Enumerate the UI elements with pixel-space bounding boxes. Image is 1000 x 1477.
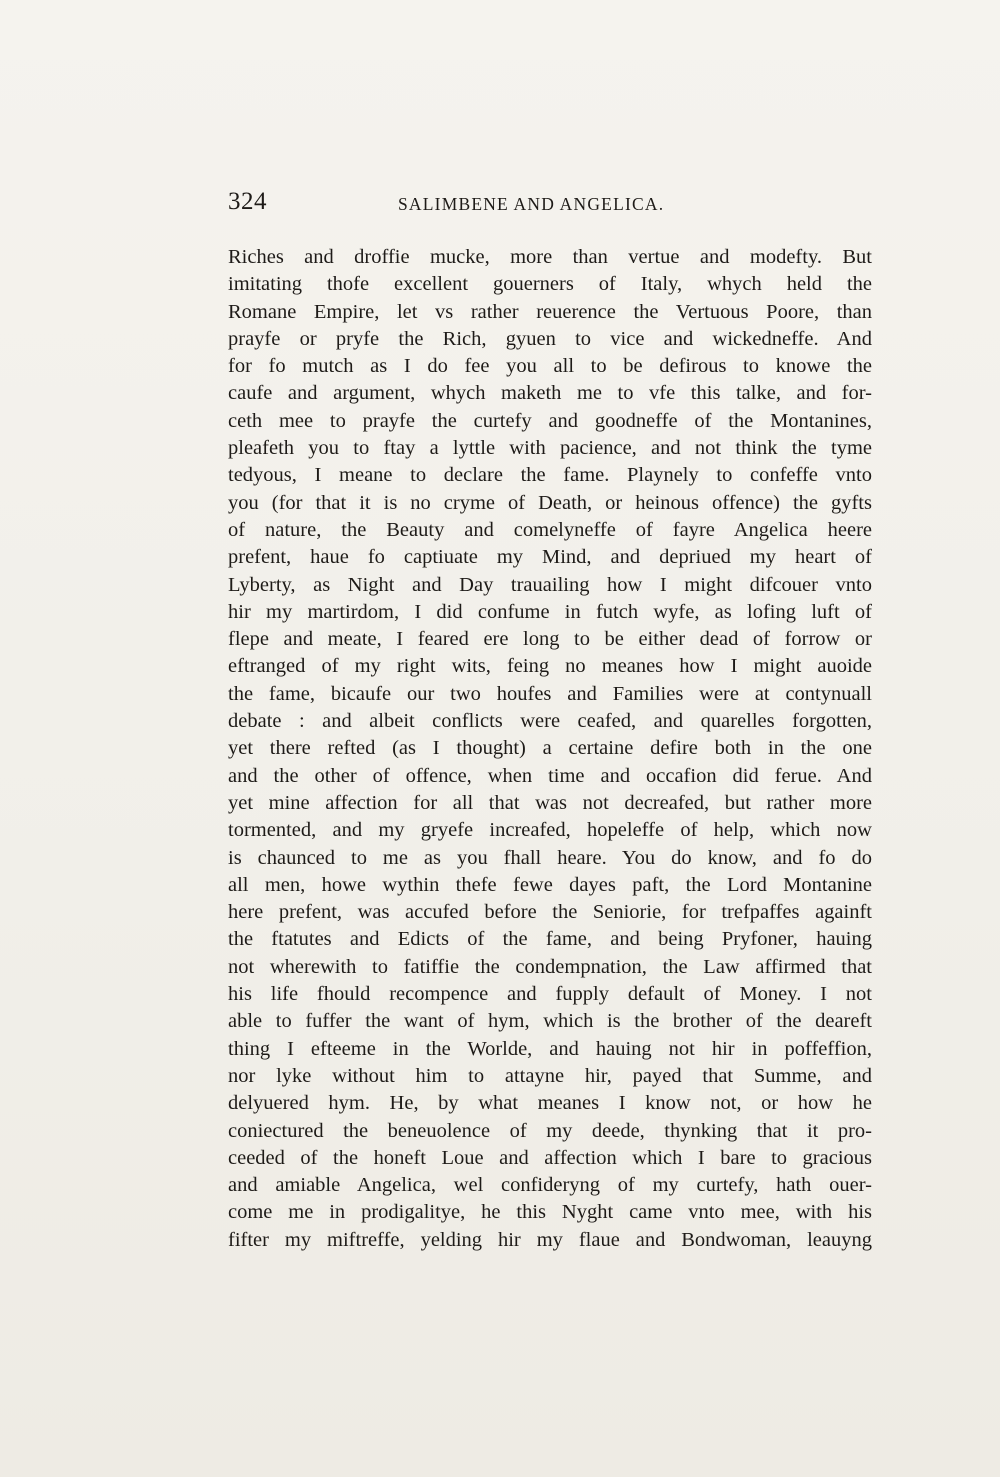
text-line: and amiable Angelica, wel confideryng of my curtefy, hath ouer- [228, 1174, 872, 1197]
text-line: here prefent, was accufed before the Seniorie, for trefpaffes againft [228, 901, 872, 924]
running-title: SALIMBENE AND ANGELICA. [398, 194, 665, 214]
text-line: tedyous, I meane to declare the fame. Playnely to confeffe vnto [228, 464, 872, 487]
text-line: yet there refted (as I thought) a certaine defire both in the one [228, 737, 872, 760]
page-number: 324 [228, 188, 267, 215]
text-line: ceth mee to prayfe the curtefy and goodneffe of the Montanines, [228, 409, 872, 432]
text-line: come me in prodigalitye, he this Nyght came vnto mee, with his [228, 1201, 872, 1224]
running-head [228, 188, 864, 222]
text-line: nor lyke without him to attayne hir, payed that Summe, and [228, 1064, 872, 1087]
text-line: is chaunced to me as you fhall heare. You do know, and fo do [228, 846, 872, 869]
text-line: the ftatutes and Edicts of the fame, and being Pryfoner, hauing [228, 928, 872, 951]
text-line: not wherewith to fatiffie the condempnation, the Law affirmed that [228, 955, 872, 978]
text-line: able to fuffer the want of hym, which is the brother of the deareft [228, 1010, 872, 1033]
text-line: all men, howe wythin thefe fewe dayes paft, the Lord Montanine [228, 873, 872, 896]
text-line: prefent, haue fo captiuate my Mind, and depriued my heart of [228, 546, 872, 569]
text-line: Lyberty, as Night and Day trauailing how I might difcouer vnto [228, 573, 872, 596]
text-line: the fame, bicaufe our two houfes and Families were at contynuall [228, 682, 872, 705]
text-line: yet mine affection for all that was not decreafed, but rather more [228, 791, 872, 814]
text-line: for fo mutch as I do fee you all to be defirous to knowe the [228, 355, 872, 378]
text-line: thing I efteeme in the Worlde, and hauing not hir in poffeffion, [228, 1037, 872, 1060]
text-line: tormented, and my gryefe increafed, hopeleffe of help, which now [228, 819, 872, 842]
text-line: caufe and argument, whych maketh me to vfe this talke, and for- [228, 382, 872, 405]
text-line: prayfe or pryfe the Rich, gyuen to vice and wickedneffe. And [228, 327, 872, 350]
text-line: and the other of offence, when time and occafion did ferue. And [228, 764, 872, 787]
text-line: Riches and droffie mucke, more than vertue and modefty. But [228, 246, 872, 268]
text-line: Romane Empire, let vs rather reuerence the Vertuous Poore, than [228, 300, 872, 323]
text-line: imitating thofe excellent gouerners of Italy, whych held the [228, 273, 872, 296]
text-line: coniectured the beneuolence of my deede, thynking that it pro- [228, 1119, 872, 1142]
text-line: you (for that it is no cryme of Death, or heinous offence) the gyfts [228, 491, 872, 514]
text-line: his life fhould recompence and fupply default of Money. I not [228, 983, 872, 1006]
text-line: pleafeth you to ftay a lyttle with pacience, and not think the tyme [228, 437, 872, 460]
text-line: of nature, the Beauty and comelyneffe of fayre Angelica heere [228, 518, 872, 541]
text-line: flepe and meate, I feared ere long to be either dead of forrow or [228, 628, 872, 651]
text-line: hir my martirdom, I did confume in futch wyfe, as lofing luft of [228, 600, 872, 623]
text-line: eftranged of my right wits, feing no meanes how I might auoide [228, 655, 872, 678]
text-line: ceeded of the honeft Loue and affection which I bare to gracious [228, 1146, 872, 1169]
body-text [228, 244, 872, 1254]
text-line: debate : and albeit conflicts were ceafed, and quarelles forgotten, [228, 710, 872, 733]
text-line: fifter my miftreffe, yelding hir my flaue and Bondwoman, leauyng [228, 1228, 872, 1251]
text-line: delyuered hym. He, by what meanes I know not, or how he [228, 1092, 872, 1115]
